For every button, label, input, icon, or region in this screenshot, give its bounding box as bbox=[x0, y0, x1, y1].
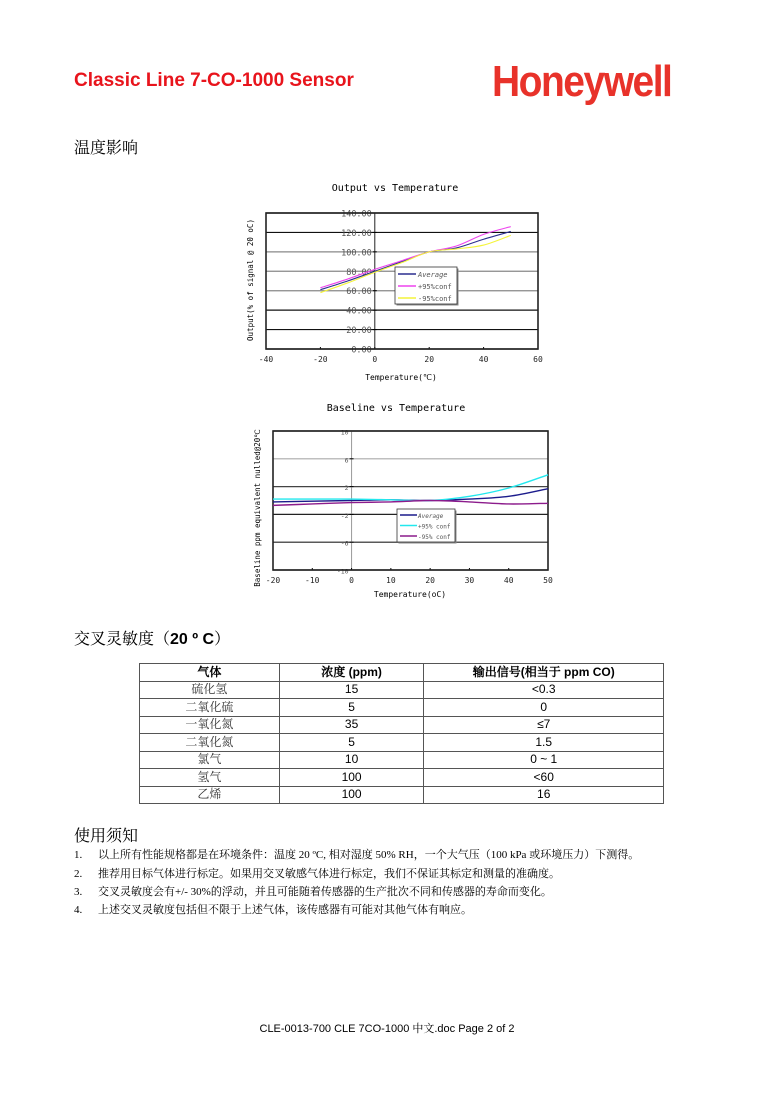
x-axis-label: Temperature(oC) bbox=[373, 590, 447, 599]
table-row bbox=[140, 769, 664, 787]
x-tick-label: -40 bbox=[258, 355, 274, 364]
note-text: 以上所有性能规格都是在环境条件：温度 20 ºC, 相对湿度 50% RH，一个大气压（100 kPa 或环境压力）下测得。 bbox=[98, 849, 640, 861]
note-number: 4. bbox=[74, 904, 83, 916]
output-vs-temperature-chart bbox=[240, 175, 550, 385]
gas-cell: 二氧化氮 bbox=[140, 734, 280, 752]
output-cell: 0 bbox=[424, 699, 664, 717]
output-cell: ≤7 bbox=[424, 716, 664, 734]
note-item bbox=[74, 865, 560, 881]
y-tick-label: -6 bbox=[340, 539, 349, 548]
heading-temperature: 20 º C bbox=[170, 631, 215, 648]
x-axis-label: Temperature(℃) bbox=[365, 373, 437, 382]
y-axis-label: Baseline ppm equivalent nulled@20℃ bbox=[253, 429, 262, 587]
table-row bbox=[140, 786, 664, 804]
note-number: 2. bbox=[74, 868, 83, 880]
chart-legend bbox=[397, 509, 457, 544]
gas-cell: 乙烯 bbox=[140, 786, 280, 804]
legend-label: Average bbox=[418, 513, 444, 520]
y-tick-label: 80.00 bbox=[346, 267, 372, 278]
note-number: 1. bbox=[74, 849, 83, 861]
note-text: 推荐用目标气体进行标定。如果用交叉敏感气体进行标定，我们不保证其标定和测量的准确度。 bbox=[98, 868, 560, 880]
y-tick-label: 10 bbox=[340, 428, 349, 437]
heading-prefix: 交叉灵敏度（ bbox=[74, 629, 171, 648]
output-cell: 1.5 bbox=[424, 734, 664, 752]
cross-sensitivity-table bbox=[139, 663, 664, 804]
section-heading-temperature: 温度影响 bbox=[74, 138, 139, 157]
y-tick-label: -10 bbox=[336, 567, 349, 576]
concentration-cell: 10 bbox=[279, 751, 424, 769]
table-row bbox=[140, 751, 664, 769]
note-item bbox=[74, 883, 552, 899]
concentration-cell: 15 bbox=[279, 681, 424, 699]
document-title: Classic Line 7-CO-1000 Sensor bbox=[74, 70, 354, 91]
header-output-signal: 输出信号(相当于 ppm CO) bbox=[424, 664, 664, 682]
gas-cell: 二氧化硫 bbox=[140, 699, 280, 717]
x-tick-label: 20 bbox=[424, 355, 435, 364]
section-heading-cross-sensitivity bbox=[74, 626, 230, 649]
gas-cell: 硫化氢 bbox=[140, 681, 280, 699]
legend-label: -95% conf bbox=[418, 534, 451, 541]
table-row bbox=[140, 681, 664, 699]
note-number: 3. bbox=[74, 886, 83, 898]
heading-suffix: ） bbox=[214, 629, 231, 648]
y-tick-label: 100.00 bbox=[341, 248, 372, 259]
y-tick-label: 140.00 bbox=[341, 209, 372, 220]
page-footer: CLE-0013-700 CLE 7CO-1000 中文.doc Page 2 of 2 bbox=[259, 1023, 515, 1035]
x-tick-label: 10 bbox=[386, 576, 396, 585]
section-heading-usage-notes: 使用须知 bbox=[74, 826, 139, 845]
chart-legend bbox=[395, 267, 459, 306]
chart-title: Baseline vs Temperature bbox=[326, 403, 466, 414]
table-row bbox=[140, 734, 664, 752]
concentration-cell: 35 bbox=[279, 716, 424, 734]
note-text: 交叉灵敏度会有+/- 30%的浮动，并且可能随着传感器的生产批次不同和传感器的寿命而变化。 bbox=[98, 886, 552, 898]
baseline-vs-temperature-chart bbox=[245, 398, 565, 608]
output-cell: <0.3 bbox=[424, 681, 664, 699]
legend-label: Average bbox=[418, 271, 448, 279]
honeywell-logo: Honeywell bbox=[492, 58, 672, 107]
y-tick-label: 60.00 bbox=[346, 287, 372, 298]
note-item bbox=[74, 846, 639, 862]
x-tick-label: 60 bbox=[533, 355, 543, 364]
table-row bbox=[140, 716, 664, 734]
chart-title: Output vs Temperature bbox=[331, 183, 459, 194]
header-concentration: 浓度 (ppm) bbox=[279, 664, 424, 682]
y-tick-label: 0.00 bbox=[351, 345, 372, 356]
x-tick-label: 20 bbox=[425, 576, 435, 585]
x-tick-label: 0 bbox=[372, 355, 378, 364]
y-tick-label: 2 bbox=[344, 484, 349, 493]
table-header-row bbox=[140, 664, 664, 682]
concentration-cell: 5 bbox=[279, 699, 424, 717]
x-tick-label: -20 bbox=[313, 355, 328, 364]
y-axis-label: Output(% of signal @ 20 oC) bbox=[246, 219, 255, 341]
output-cell: 16 bbox=[424, 786, 664, 804]
output-cell: 0 ~ 1 bbox=[424, 751, 664, 769]
x-tick-label: -10 bbox=[305, 576, 320, 585]
concentration-cell: 100 bbox=[279, 769, 424, 787]
gas-cell: 氢气 bbox=[140, 769, 280, 787]
table-row bbox=[140, 699, 664, 717]
y-tick-label: 120.00 bbox=[341, 228, 372, 239]
y-tick-label: 6 bbox=[344, 456, 349, 465]
y-tick-label: 40.00 bbox=[346, 306, 372, 317]
legend-label: +95%conf bbox=[418, 283, 452, 291]
concentration-cell: 100 bbox=[279, 786, 424, 804]
y-tick-label: -2 bbox=[340, 511, 349, 520]
gas-cell: 一氧化氮 bbox=[140, 716, 280, 734]
gas-cell: 氯气 bbox=[140, 751, 280, 769]
legend-label: +95% conf bbox=[418, 523, 451, 531]
note-text: 上述交叉灵敏度包括但不限于上述气体，该传感器有可能对其他气体有响应。 bbox=[98, 904, 472, 916]
output-cell: <60 bbox=[424, 769, 664, 787]
legend-label: -95%conf bbox=[418, 295, 452, 303]
y-tick-label: 20.00 bbox=[346, 326, 372, 337]
x-tick-label: -20 bbox=[265, 576, 281, 585]
x-tick-label: 30 bbox=[464, 576, 475, 585]
x-tick-label: 0 bbox=[349, 576, 354, 585]
x-tick-label: 50 bbox=[543, 576, 553, 585]
x-tick-label: 40 bbox=[503, 576, 514, 585]
concentration-cell: 5 bbox=[279, 734, 424, 752]
header-gas: 气体 bbox=[140, 664, 280, 682]
note-item bbox=[74, 901, 472, 917]
x-tick-label: 40 bbox=[478, 355, 489, 364]
